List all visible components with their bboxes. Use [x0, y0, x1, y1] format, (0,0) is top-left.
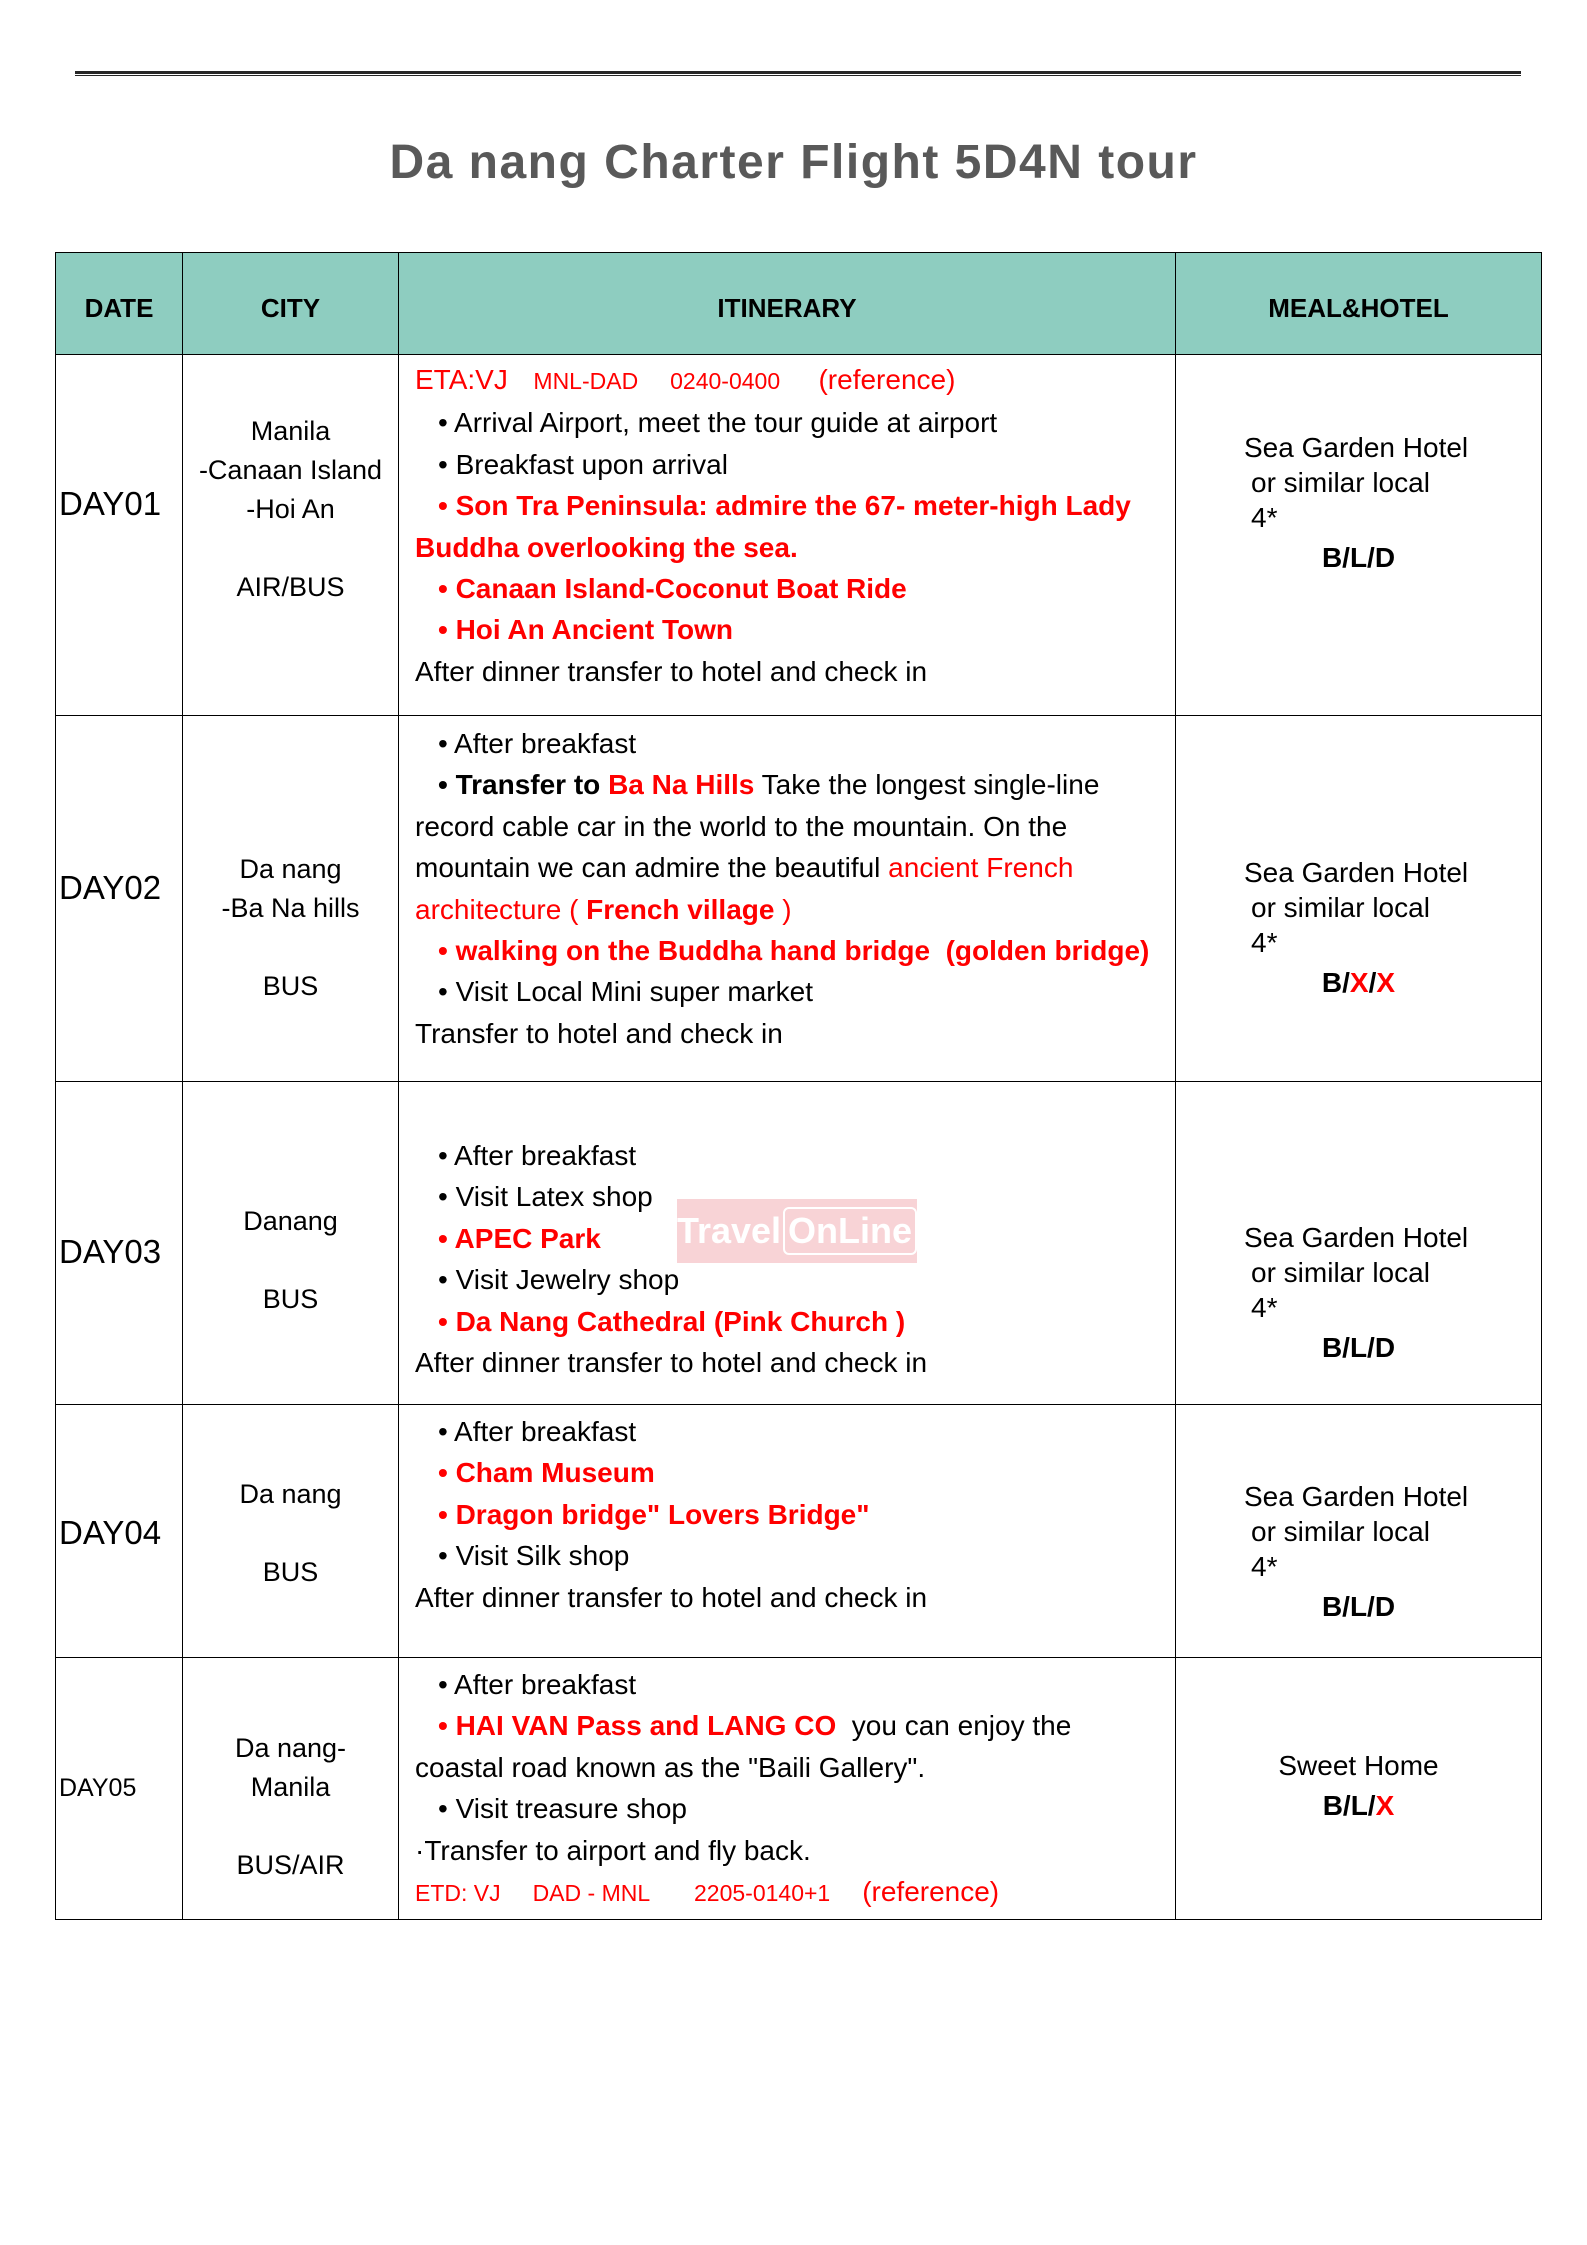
highlight-text: ETD: VJ DAD - MNL 2205-0140+1	[415, 1880, 863, 1907]
meal-hotel-block	[1176, 1082, 1541, 1365]
highlight-text: French village	[586, 893, 775, 925]
hotel-info	[1176, 1748, 1541, 1783]
highlight-text: • APEC Park	[438, 1222, 601, 1254]
itinerary-block	[399, 355, 1175, 692]
highlight-text: )	[774, 893, 792, 925]
city-name: -Hoi An	[246, 494, 335, 524]
hotel-line: Sea Garden Hotel	[1244, 857, 1469, 888]
date-cell	[56, 716, 183, 1082]
itinerary-text: • Visit Jewelry shop	[438, 1264, 680, 1296]
itinerary-line	[399, 1013, 1175, 1054]
meal-plan	[1176, 1788, 1541, 1823]
itinerary-text: After dinner transfer to hotel and check in	[415, 1581, 928, 1613]
meal-included: B/L/	[1322, 1790, 1376, 1821]
city-block	[183, 355, 398, 607]
transport-mode: BUS	[262, 1557, 319, 1587]
hotel-line: Sea Garden Hotel	[1244, 1481, 1469, 1512]
header-date	[56, 253, 183, 355]
highlight-text: • walking on the Buddha hand bridge (golden bridge)	[438, 935, 1150, 967]
meal-hotel-cell	[1176, 1405, 1542, 1658]
itinerary-line	[399, 1705, 1175, 1746]
itinerary-table	[55, 252, 1542, 1920]
itinerary-line	[399, 1664, 1175, 1705]
meal-included: B/L/D	[1321, 1591, 1396, 1622]
meal-hotel-block	[1176, 1658, 1541, 1823]
itinerary-line	[399, 723, 1175, 764]
city-name: Danang	[243, 1206, 338, 1236]
itinerary-line	[399, 1871, 1175, 1914]
highlight-text: ancient French	[888, 852, 1074, 884]
hotel-info	[1176, 855, 1541, 960]
city-cell	[183, 355, 399, 716]
highlight-text: Ba Na Hills	[608, 769, 755, 801]
hotel-line: 4*	[1251, 1292, 1278, 1323]
day-label: DAY04	[59, 1514, 162, 1551]
highlight-text: • Dragon bridge" Lovers Bridge"	[438, 1498, 870, 1530]
itinerary-line	[399, 1747, 1175, 1788]
itinerary-line	[399, 402, 1175, 443]
hotel-line: or similar local	[1251, 1516, 1430, 1547]
highlight-text: • Canaan Island-Coconut Boat Ride	[438, 573, 907, 605]
meal-included: /	[1368, 967, 1377, 998]
table-header	[56, 253, 1542, 355]
itinerary-line	[399, 359, 1175, 402]
itinerary-text: • Breakfast upon arrival	[438, 448, 728, 480]
highlight-text: Buddha overlooking the sea.	[415, 531, 798, 563]
meal-excluded: X	[1375, 1790, 1395, 1821]
itinerary-line	[399, 485, 1175, 526]
itinerary-line	[399, 609, 1175, 650]
city-name: Manila	[250, 1772, 331, 1802]
meal-plan	[1176, 540, 1541, 575]
itinerary-text: • Visit Silk shop	[438, 1540, 630, 1572]
itinerary-line	[399, 1535, 1175, 1576]
city-block	[183, 1405, 398, 1592]
meal-plan	[1176, 965, 1541, 1000]
itinerary-line	[399, 1577, 1175, 1618]
hotel-line: 4*	[1251, 1551, 1278, 1582]
day-label: DAY05	[59, 1774, 137, 1802]
itinerary-line	[399, 1494, 1175, 1535]
header-itinerary	[399, 253, 1176, 355]
meal-hotel-cell	[1176, 1082, 1542, 1405]
date-cell	[56, 355, 183, 716]
header-city	[183, 253, 399, 355]
city-block	[183, 1082, 398, 1319]
transport-mode: BUS/AIR	[236, 1850, 345, 1880]
itinerary-line	[399, 847, 1175, 888]
itinerary-line	[399, 527, 1175, 568]
itinerary-text: you can enjoy the	[836, 1710, 1072, 1742]
date-cell	[56, 1658, 183, 1920]
highlight-text: • Son Tra Peninsula: admire the 67- meter-high Lady	[438, 490, 1131, 522]
top-rule	[75, 71, 1521, 76]
hotel-line: 4*	[1251, 502, 1278, 533]
itinerary-line	[399, 1342, 1175, 1383]
itinerary-text: • Transfer to	[438, 769, 609, 801]
meal-hotel-cell	[1176, 1658, 1542, 1920]
day-label: DAY02	[59, 869, 162, 906]
itinerary-text: • Visit Local Mini super market	[438, 976, 813, 1008]
itinerary-text: mountain we can admire the beautiful	[415, 852, 889, 884]
meal-hotel-cell	[1176, 355, 1542, 716]
itinerary-text: • After breakfast	[438, 728, 637, 759]
itinerary-line	[399, 764, 1175, 805]
itinerary-line	[399, 806, 1175, 847]
itinerary-cell	[399, 1658, 1176, 1920]
itinerary-line	[399, 568, 1175, 609]
city-name: Da nang	[239, 1479, 342, 1509]
city-cell	[183, 716, 399, 1082]
itinerary-line	[399, 889, 1175, 930]
itinerary-text: • Arrival Airport, meet the tour guide at airport	[438, 407, 998, 439]
itinerary-text: • Visit Latex shop	[438, 1181, 653, 1213]
itinerary-row	[56, 1658, 1542, 1920]
header-city-label: CITY	[260, 293, 321, 323]
itinerary-text: • After breakfast	[438, 1140, 637, 1171]
day-label: DAY03	[59, 1233, 162, 1270]
itinerary-line	[399, 651, 1175, 692]
city-cell	[183, 1082, 399, 1405]
city-cell	[183, 1405, 399, 1658]
itinerary-text: • After breakfast	[438, 1669, 637, 1700]
itinerary-line	[399, 1259, 1175, 1300]
header-row	[56, 253, 1542, 355]
itinerary-text: coastal road known as the "Baili Gallery".	[415, 1751, 926, 1783]
itinerary-line	[399, 930, 1175, 971]
highlight-text: • Cham Museum	[438, 1457, 655, 1489]
itinerary-text: • After breakfast	[438, 1416, 637, 1447]
hotel-line: or similar local	[1251, 892, 1430, 923]
travelonline-watermark-logo	[677, 1199, 917, 1263]
itinerary-line	[399, 971, 1175, 1012]
hotel-info	[1176, 430, 1541, 535]
city-name: -Ba Na hills	[221, 893, 360, 923]
itinerary-line	[399, 1830, 1175, 1871]
table-body	[56, 355, 1542, 1920]
city-name: Da nang-	[234, 1733, 347, 1763]
hotel-info	[1176, 1220, 1541, 1325]
highlight-text: (reference)	[862, 1876, 1000, 1908]
itinerary-line	[399, 1788, 1175, 1829]
meal-included: B/L/D	[1321, 1332, 1396, 1363]
page-title: Da nang Charter Flight 5D4N tour	[389, 136, 1198, 189]
header-itinerary-label: ITINERARY	[717, 293, 857, 323]
header-date-label: DATE	[84, 293, 154, 323]
itinerary-line	[399, 1411, 1175, 1452]
highlight-text: MNL-DAD 0240-0400	[507, 368, 819, 394]
hotel-line: Sea Garden Hotel	[1244, 1222, 1469, 1253]
city-block	[183, 716, 398, 1006]
itinerary-block	[399, 1658, 1175, 1914]
itinerary-cell	[399, 716, 1176, 1082]
itinerary-text: After dinner transfer to hotel and check in	[415, 655, 928, 687]
transport-mode: BUS	[262, 971, 319, 1001]
city-name: Manila	[250, 416, 331, 446]
itinerary-line	[399, 444, 1175, 485]
city-block	[183, 1658, 398, 1885]
watermark-text-travel: Travel	[676, 1210, 782, 1251]
meal-included: B/L/D	[1321, 542, 1396, 573]
meal-hotel-cell	[1176, 716, 1542, 1082]
hotel-line: Sweet Home	[1278, 1750, 1439, 1781]
date-cell	[56, 1405, 183, 1658]
itinerary-text: ·Transfer to airport and fly back.	[415, 1834, 811, 1866]
itinerary-row	[56, 1405, 1542, 1658]
meal-hotel-block	[1176, 1405, 1541, 1624]
highlight-text: • Da Nang Cathedral (Pink Church )	[438, 1305, 906, 1337]
itinerary-text: Take the longest single-line	[754, 769, 1100, 801]
itinerary-cell	[399, 1405, 1176, 1658]
itinerary-text: After dinner transfer to hotel and check in	[415, 1347, 928, 1379]
transport-mode: BUS	[262, 1284, 319, 1314]
day-label: DAY01	[59, 485, 162, 522]
itinerary-line	[399, 1301, 1175, 1342]
header-meal-hotel	[1176, 253, 1542, 355]
itinerary-cell	[399, 355, 1176, 716]
itinerary-row	[56, 716, 1542, 1082]
meal-excluded: X	[1349, 967, 1369, 998]
meal-hotel-block	[1176, 716, 1541, 1000]
date-cell	[56, 1082, 183, 1405]
highlight-text: ETA:VJ	[415, 364, 508, 395]
meal-included: B/	[1321, 967, 1350, 998]
hotel-line: or similar local	[1251, 1257, 1430, 1288]
meal-hotel-block	[1176, 355, 1541, 575]
highlight-text: • HAI VAN Pass and LANG CO	[438, 1710, 837, 1742]
meal-plan	[1176, 1589, 1541, 1624]
hotel-info	[1176, 1479, 1541, 1584]
itinerary-row	[56, 355, 1542, 716]
highlight-text: (reference)	[818, 364, 956, 395]
city-name: -Canaan Island	[198, 455, 383, 485]
transport-mode: AIR/BUS	[236, 572, 345, 602]
header-meal-hotel-label: MEAL&HOTEL	[1268, 293, 1449, 323]
meal-plan	[1176, 1330, 1541, 1365]
itinerary-line	[399, 1135, 1175, 1176]
itinerary-block	[399, 716, 1175, 1054]
city-name: Da nang	[239, 854, 342, 884]
itinerary-line	[399, 1452, 1175, 1493]
hotel-line: 4*	[1251, 927, 1278, 958]
highlight-text: • Hoi An Ancient Town	[438, 614, 733, 646]
meal-excluded: X	[1376, 967, 1396, 998]
itinerary-text: record cable car in the world to the mountain. On the	[415, 810, 1068, 842]
hotel-line: Sea Garden Hotel	[1244, 432, 1469, 463]
itinerary-text: Transfer to hotel and check in	[415, 1017, 783, 1049]
watermark-text-online: OnLine	[783, 1207, 917, 1255]
itinerary-text: • Visit treasure shop	[438, 1793, 687, 1825]
highlight-text: architecture (	[415, 893, 587, 925]
itinerary-block	[399, 1405, 1175, 1618]
hotel-line: or similar local	[1251, 467, 1430, 498]
city-cell	[183, 1658, 399, 1920]
